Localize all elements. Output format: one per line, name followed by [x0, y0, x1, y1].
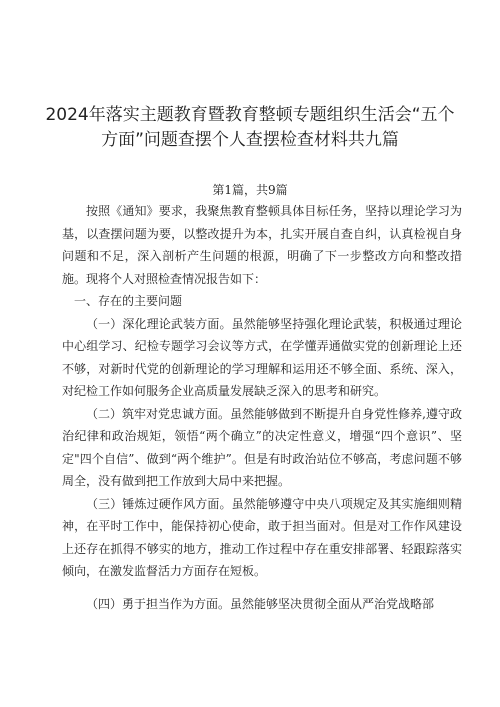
issue-paragraph-2: （二）筑牢对党忠诚方面。虽然能够做到不断提升自身党性修养,遵守政治纪律和政治规矩，领悟“两个确立”的决定性意义，增强“四个意识”、坚定"四个自信”、做到“两个维护”。但是有时政治站位不够高，考虑问题不够周全，没有做到把工作放到大局中来把握。	[62, 406, 462, 488]
issue-paragraph-1: （一）深化理论武装方面。虽然能够坚持强化理论武装，积极通过理论中心组学习、纪检专题学习会议等方式，在学懂弄通做实党的创新理论上还不够，对新时代党的创新理论的学习理解和运用还不够全面、系统、深入，对纪检工作如何服务企业高质量发展缺乏深入的思考和研究。	[62, 316, 462, 398]
section-counter: 第1篇，共9篇	[212, 183, 288, 197]
section-heading: 一、存在的主要问题	[74, 294, 183, 308]
document-title-line-1: 2024年落实主题教育暨教育整顿专题组织生活会“五个	[45, 105, 455, 125]
issue-paragraph-3: （三）锤炼过硬作风方面。虽然能够遵守中央八项规定及其实施细则精神，在平时工作中，能保持初心使命，敢于担当面对。但是对工作作风建设上还存在抓得不够实的地方，推动工作过程中存在重安排部署、轻跟踪落实倾向，在激发监督活力方面存在短板。	[62, 496, 462, 578]
document-title-line-2: 方面”问题查摆个人查摆检查材料共九篇	[101, 130, 399, 150]
intro-paragraph: 按照《通知》要求，我聚焦教育整顿具体目标任务，坚持以理论学习为基，以查摆问题为要，以整改提升为本，扎实开展自查自纠，认真检视自身问题和不足，深入剖析产生问题的根源，明确了下一步整改方向和整改措施。现将个人对照检查情况报告如下：	[62, 204, 462, 286]
issue-paragraph-4: （四）勇于担当作为方面。虽然能够坚决贯彻全面从严治党战略部	[86, 596, 435, 611]
document-body	[62, 200, 462, 615]
